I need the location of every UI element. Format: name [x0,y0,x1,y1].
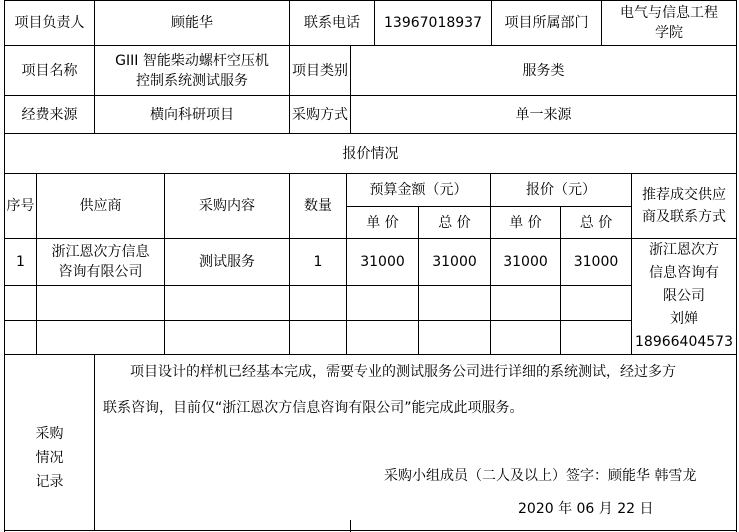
phone-label: 联系电话 [304,15,360,31]
record-signature: 采购小组成员（二人及以上）签字：顾能华 韩雪龙 [384,468,697,484]
header-recommendation: 推荐成交供应 商及联系方式 [642,187,726,225]
header-quote-total-price: 总 价 [579,214,613,231]
header-budget: 预算金额（元） [369,182,468,198]
header-quote-unit-price: 单 价 [509,214,542,231]
row-quote-unit: 31000 [503,254,548,270]
bottom-tick [350,520,351,532]
project-leader-label: 项目负责人 [14,15,85,31]
procurement-method-label: 采购方式 [292,106,348,123]
row-quantity: 1 [313,254,323,270]
row-supplier: 浙江恩次方信息 咨询有限公司 [51,244,150,280]
row-quote-total: 31000 [573,254,619,270]
project-name-label: 项目名称 [21,62,78,79]
record-label: 采购 情况 记录 [35,425,64,490]
header-quote: 报价（元） [526,182,596,198]
row-budget-total: 31000 [432,254,477,270]
header-content: 采购内容 [199,198,255,214]
project-name-value: GIII 智能柴动螺杆空压机 控制系统测试服务 [115,52,269,89]
row-line [4,320,631,321]
header-index: 序号 [6,198,35,214]
record-date: 2020 年 06 月 22 日 [518,501,654,517]
fund-source-label: 经费来源 [21,106,78,123]
record-text-line-2: 联系咨询，目前仅“浙江恩次方信息咨询有限公司”能完成此项服务。 [103,400,524,416]
row-line [4,285,631,286]
border-bottom [4,530,737,531]
department-label: 项目所属部门 [504,15,589,31]
header-budget-total-price: 总 价 [438,214,471,231]
record-text-line-1: 项目设计的样机已经基本完成，需要专业的测试服务公司进行详细的系统测试，经过多方 [130,364,676,380]
row-line [4,354,737,355]
header-quantity: 数量 [304,198,332,214]
procurement-method-value: 单一来源 [515,106,572,123]
row-budget-unit: 31000 [360,254,405,270]
border-right [736,0,737,532]
col-line [94,354,95,530]
quote-section-title: 报价情况 [342,145,399,162]
row-content: 测试服务 [199,254,255,270]
project-category-label: 项目类别 [292,62,348,79]
fund-source-value: 横向科研项目 [150,106,234,123]
department-value: 电气与信息工程 学院 [620,5,718,41]
phone-value: 13967018937 [384,15,482,31]
header-budget-unit-price: 单 价 [366,214,399,231]
header-supplier: 供应商 [79,198,122,214]
recommended-supplier: 浙江恩次方 信息咨询有 限公司 刘婵 18966404573 [635,242,733,350]
project-category-value: 服务类 [522,62,565,79]
project-leader-value: 顾能华 [171,15,213,31]
row-index: 1 [16,254,25,270]
